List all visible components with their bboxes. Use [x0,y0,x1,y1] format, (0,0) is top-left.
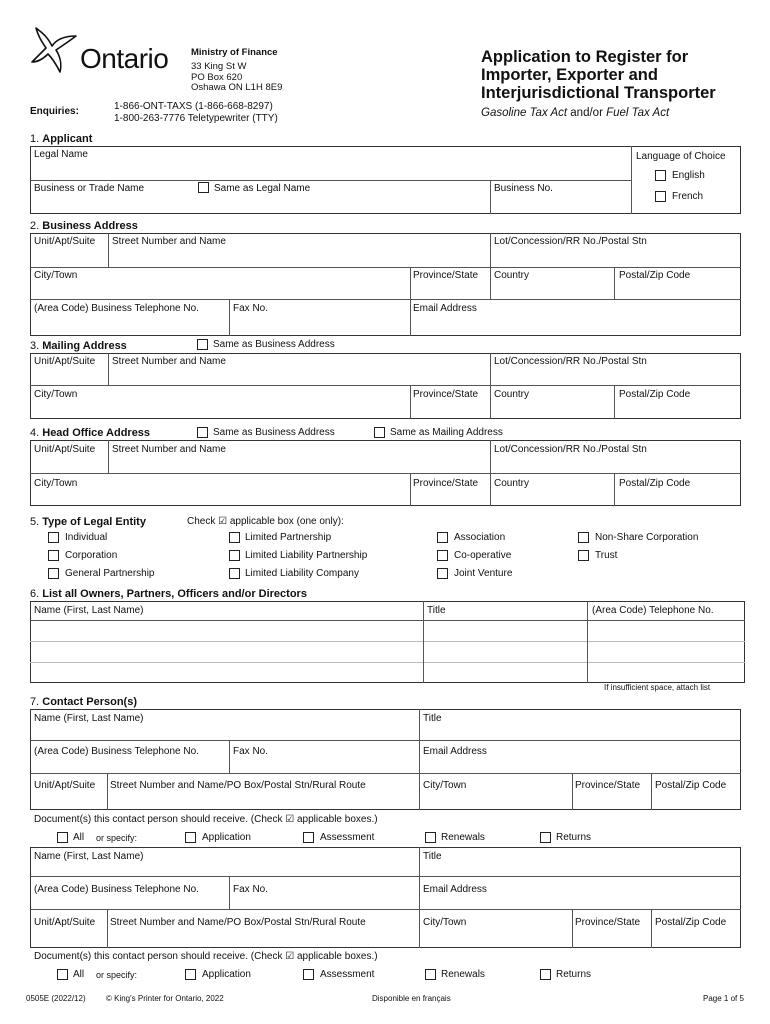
entity-option-label: Limited Liability Partnership [245,550,368,561]
legal-name-input[interactable] [32,160,628,179]
unit-label: Unit/Apt/Suite [34,444,96,455]
phone-line: 1-800-263-7776 Teletypewriter (TTY) [114,113,278,124]
all-label: All [73,832,85,843]
or-specify-label: or specify: [96,833,138,843]
ministry-address [191,62,282,94]
copyright: © King's Printer for Ontario, 2022 [106,994,224,1003]
entity-option-label: Non-Share Corporation [595,532,699,543]
same-as-legal-label: Same as Legal Name [214,183,311,194]
application-label: Application [202,969,251,980]
contact-name-label: Name (First, Last Name) [34,713,144,724]
title-line: Interjurisdictional Transporter [481,84,716,102]
lot-label: Lot/Concession/RR No./Postal Stn [494,236,647,247]
form-number: 0505E (2022/12) [26,994,86,1003]
contact-fax-label: Fax No. [233,884,269,895]
contact-1-renewals-checkbox[interactable] [425,832,436,843]
assessment-label: Assessment [320,832,375,843]
address-line: Oshawa ON L1H 8E9 [191,82,283,93]
street-label: Street Number and Name [112,236,226,247]
phone-line: 1-866-ONT-TAXS (1-866-668-8297) [114,101,273,112]
entity-non-share-corp-checkbox[interactable] [578,532,589,543]
english-label: English [672,170,705,181]
legal-name-label: Legal Name [34,149,88,160]
owners-col-phone: (Area Code) Telephone No. [592,605,714,616]
contact-unit-label: Unit/Apt/Suite [34,780,96,791]
head-same-business-checkbox[interactable] [197,427,208,438]
entity-co-operative-checkbox[interactable] [437,550,448,561]
entity-llp-checkbox[interactable] [229,550,240,561]
contact-postal-label: Postal/Zip Code [655,780,727,791]
mailing-same-business-checkbox[interactable] [197,339,208,350]
entity-individual-checkbox[interactable] [48,532,59,543]
entity-association-checkbox[interactable] [437,532,448,543]
ontario-trillium-logo-icon [30,24,82,76]
renewals-label: Renewals [441,832,485,843]
head-same-mailing-checkbox[interactable] [374,427,385,438]
entity-option-label: Association [454,532,506,543]
application-label: Application [202,832,251,843]
postal-label: Postal/Zip Code [619,478,691,489]
city-label: City/Town [34,478,78,489]
postal-label: Postal/Zip Code [619,389,691,400]
ontario-wordmark: Ontario [80,43,169,74]
section-4-heading: 4. Head Office Address [30,427,151,439]
french-availability: Disponible en français [372,994,451,1003]
assessment-label: Assessment [320,969,375,980]
same-mailing-label: Same as Mailing Address [390,427,503,438]
contact-name-label: Name (First, Last Name) [34,851,144,862]
entity-option-label: General Partnership [65,568,155,579]
entity-option-label: Individual [65,532,108,543]
contact-city-label: City/Town [423,780,467,791]
contact-1-box [30,709,741,810]
section-2-box [30,233,741,336]
country-label: Country [494,478,530,489]
entity-general-partnership-checkbox[interactable] [48,568,59,579]
contact-street-label: Street Number and Name/PO Box/Postal Stn/Rural Route [110,780,366,791]
contact-fax-label: Fax No. [233,746,269,757]
entity-option-label: Limited Liability Company [245,568,359,579]
form-title [481,48,716,102]
subtitle-conj: and/or [567,107,607,119]
contact-unit-label: Unit/Apt/Suite [34,917,96,928]
contact-phone-label: (Area Code) Business Telephone No. [34,884,199,895]
city-label: City/Town [34,270,78,281]
language-label: Language of Choice [636,151,726,162]
address-line: PO Box 620 [191,71,243,83]
postal-label: Postal/Zip Code [619,270,691,281]
section-2-heading: 2. Business Address [30,220,138,232]
contact-1-returns-checkbox[interactable] [540,832,551,843]
contact-1-assessment-checkbox[interactable] [303,832,314,843]
english-checkbox[interactable] [655,170,666,181]
contact-2-application-checkbox[interactable] [185,969,196,980]
street-label: Street Number and Name [112,444,226,455]
street-label: Street Number and Name [112,356,226,367]
title-line: Importer, Exporter and [481,66,658,84]
contact-1-application-checkbox[interactable] [185,832,196,843]
lot-label: Lot/Concession/RR No./Postal Stn [494,356,647,367]
entity-llc-checkbox[interactable] [229,568,240,579]
docs-instruction: Document(s) this contact person should receive. (Check ☑ applicable boxes.) [34,814,378,825]
french-label: French [672,191,704,202]
french-checkbox[interactable] [655,191,666,202]
contact-email-label: Email Address [423,746,487,757]
entity-instruction: Check ☑ applicable box (one only): [187,516,344,527]
contact-email-label: Email Address [423,884,487,895]
fax-label: Fax No. [233,303,269,314]
contact-title-label: Title [423,851,442,862]
province-label: Province/State [413,478,479,489]
entity-option-label: Joint Venture [454,568,513,579]
entity-trust-checkbox[interactable] [578,550,589,561]
entity-corporation-checkbox[interactable] [48,550,59,561]
contact-province-label: Province/State [575,780,641,791]
country-label: Country [494,389,530,400]
section-7-heading: 7. Contact Person(s) [30,696,137,708]
unit-label: Unit/Apt/Suite [34,236,96,247]
page-number: Page 1 of 5 [703,994,744,1003]
enquiries-phones [114,101,278,125]
lot-label: Lot/Concession/RR No./Postal Stn [494,444,647,455]
contact-2-returns-checkbox[interactable] [540,969,551,980]
contact-title-label: Title [423,713,442,724]
city-label: City/Town [34,389,78,400]
section-1-heading: 1. Applicant [30,133,93,145]
same-business-label: Same as Business Address [213,339,335,350]
contact-2-renewals-checkbox[interactable] [425,969,436,980]
email-label: Email Address [413,303,477,314]
address-line: 33 King St W [191,61,247,72]
owners-col-name: Name (First, Last Name) [34,605,144,616]
same-as-legal-checkbox[interactable] [198,182,209,193]
contact-province-label: Province/State [575,917,641,928]
or-specify-label: or specify: [96,970,138,980]
contact-2-box [30,847,741,948]
unit-label: Unit/Apt/Suite [34,356,96,367]
business-name-label: Business or Trade Name [34,183,145,194]
entity-limited-partnership-checkbox[interactable] [229,532,240,543]
phone-label: (Area Code) Business Telephone No. [34,303,199,314]
entity-option-label: Trust [595,550,618,561]
business-no-label: Business No. [494,183,553,194]
enquiries-label: Enquiries: [30,106,79,117]
entity-option-label: Co-operative [454,550,512,561]
province-label: Province/State [413,389,479,400]
section-3-heading: 3. Mailing Address [30,340,127,352]
contact-postal-label: Postal/Zip Code [655,917,727,928]
title-line: Application to Register for [481,48,689,66]
section-6-heading: 6. List all Owners, Partners, Officers and/or Directors [30,588,307,600]
returns-label: Returns [556,832,592,843]
entity-option-label: Limited Partnership [245,532,332,543]
attach-note: If insufficient space, attach list [604,683,711,692]
same-business-label: Same as Business Address [213,427,335,438]
province-label: Province/State [413,270,479,281]
subtitle-act: Fuel Tax Act [606,107,670,119]
contact-1-all-checkbox[interactable] [57,832,68,843]
entity-option-label: Corporation [65,550,118,561]
owners-col-title: Title [427,605,446,616]
entity-joint-venture-checkbox[interactable] [437,568,448,579]
all-label: All [73,969,85,980]
country-label: Country [494,270,530,281]
contact-phone-label: (Area Code) Business Telephone No. [34,746,199,757]
contact-city-label: City/Town [423,917,467,928]
ministry-name: Ministry of Finance [191,47,278,58]
section-5-heading: 5. Type of Legal Entity [30,516,146,528]
subtitle-act: Gasoline Tax Act [481,107,568,119]
returns-label: Returns [556,969,592,980]
renewals-label: Renewals [441,969,485,980]
contact-2-assessment-checkbox[interactable] [303,969,314,980]
form-subtitle [481,107,669,119]
contact-street-label: Street Number and Name/PO Box/Postal Stn/Rural Route [110,917,366,928]
contact-2-all-checkbox[interactable] [57,969,68,980]
docs-instruction: Document(s) this contact person should receive. (Check ☑ applicable boxes.) [34,951,378,962]
